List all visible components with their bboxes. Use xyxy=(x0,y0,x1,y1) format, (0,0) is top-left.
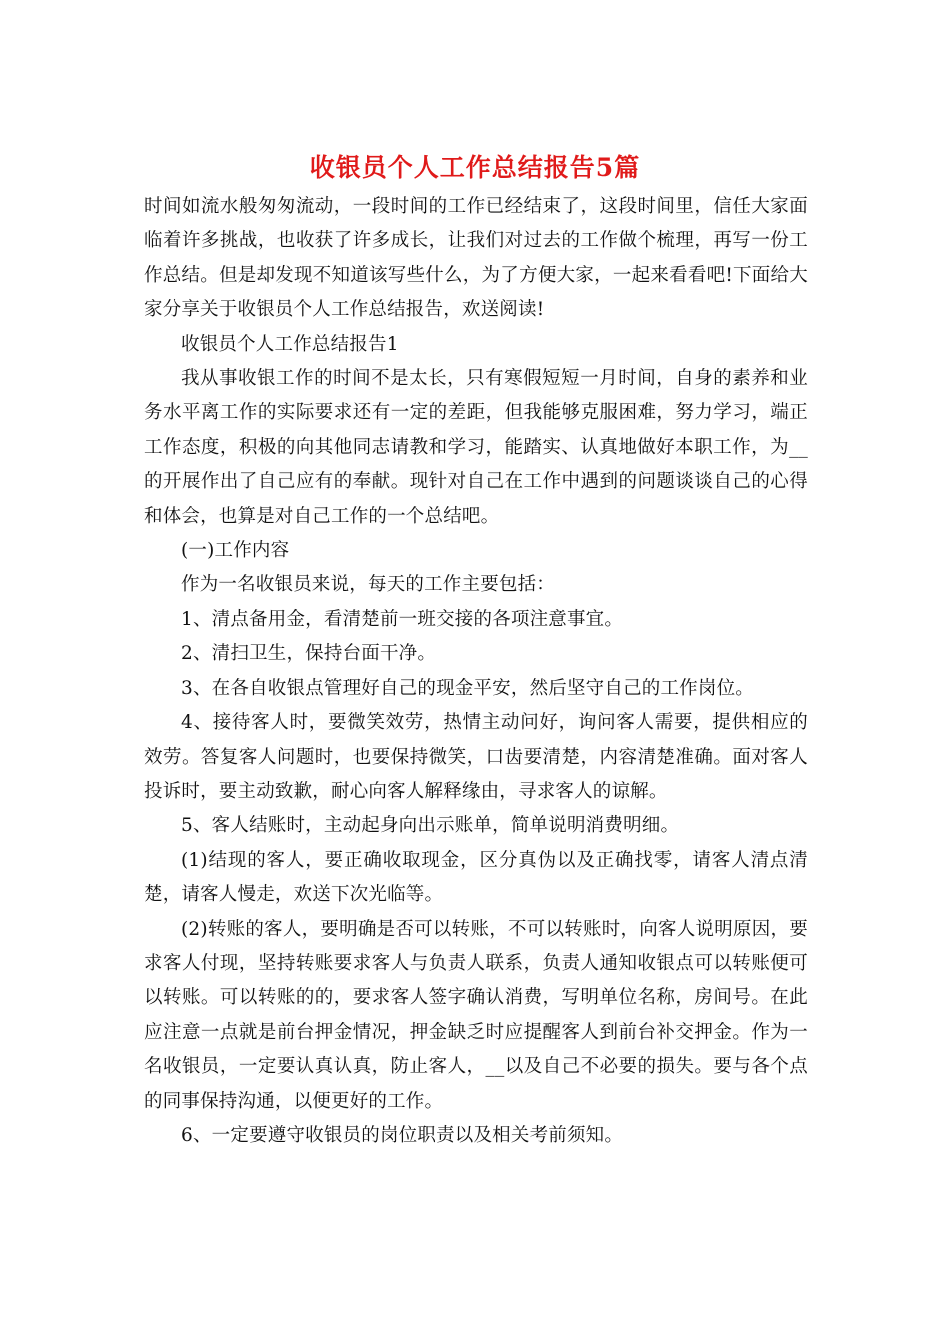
document-title: 收银员个人工作总结报告5篇 xyxy=(309,153,641,182)
body-paragraph: (一)工作内容 xyxy=(181,540,290,562)
body-paragraph: (1)结现的客人，要正确收取现金，区分真伪以及正确找零，请客人清点清楚，请客人慢走，欢送下次光临等。 xyxy=(144,849,808,906)
body-paragraph: 1、清点备用金，看清楚前一班交接的各项注意事宜。 xyxy=(181,608,624,630)
body-paragraph: 2、清扫卫生，保持台面干净。 xyxy=(181,643,437,665)
body-paragraph: 我从事收银工作的时间不是太长，只有寒假短短一月时间，自身的素养和业务水平离工作的实际要求还有一定的差距，但我能够克服困难，努力学习，端正工作态度，积极的向其他同志请教和学习，能踏实、认真地做好本职工作，为__的开展作出了自己应有的奉献。现针对自己在工作中遇到的问题谈谈自己的心得和体会，也算是对自己工作的一个总结吧。 xyxy=(144,368,808,527)
body-paragraph: 作为一名收银员来说，每天的工作主要包括： xyxy=(181,574,556,596)
body-paragraph: 6、一定要遵守收银员的岗位职责以及相关考前须知。 xyxy=(181,1124,624,1146)
body-paragraph: (2)转账的客人，要明确是否可以转账，不可以转账时，向客人说明原因，要求客人付现，坚持转账要求客人与负责人联系，负责人通知收银点可以转账便可以转账。可以转账的的，要求客人签字确认消费，写明单位名称，房间号。在此应注意一点就是前台押金情况，押金缺乏时应提醒客人到前台补交押金。作为一名收银员，一定要认真认真，防止客人，__以及自己不必要的损失。要与各个点的同事保持沟通，以便更好的工作。 xyxy=(144,918,808,1112)
body-paragraph: 时间如流水般匆匆流动，一段时间的工作已经结束了，这段时间里，信任大家面临着许多挑战，也收获了许多成长，让我们对过去的工作做个梳理，再写一份工作总结。但是却发现不知道该写些什么，为了方便大家，一起来看看吧!下面给大家分享关于收银员个人工作总结报告，欢送阅读! xyxy=(144,196,808,321)
body-paragraph: 收银员个人工作总结报告1 xyxy=(181,333,399,355)
body-paragraph: 5、客人结账时，主动起身向出示账单，简单说明消费明细。 xyxy=(181,815,680,837)
body-paragraph: 3、在各自收银点管理好自己的现金平安，然后坚守自己的工作岗位。 xyxy=(181,677,754,699)
document-body xyxy=(144,190,808,1153)
body-paragraph: 4、接待客人时，要微笑效劳，热情主动问好，询问客人需要，提供相应的效劳。答复客人问题时，也要保持微笑，口齿要清楚，内容清楚准确。面对客人投诉时，要主动致歉，耐心向客人解释缘由，寻求客人的谅解。 xyxy=(144,712,808,802)
